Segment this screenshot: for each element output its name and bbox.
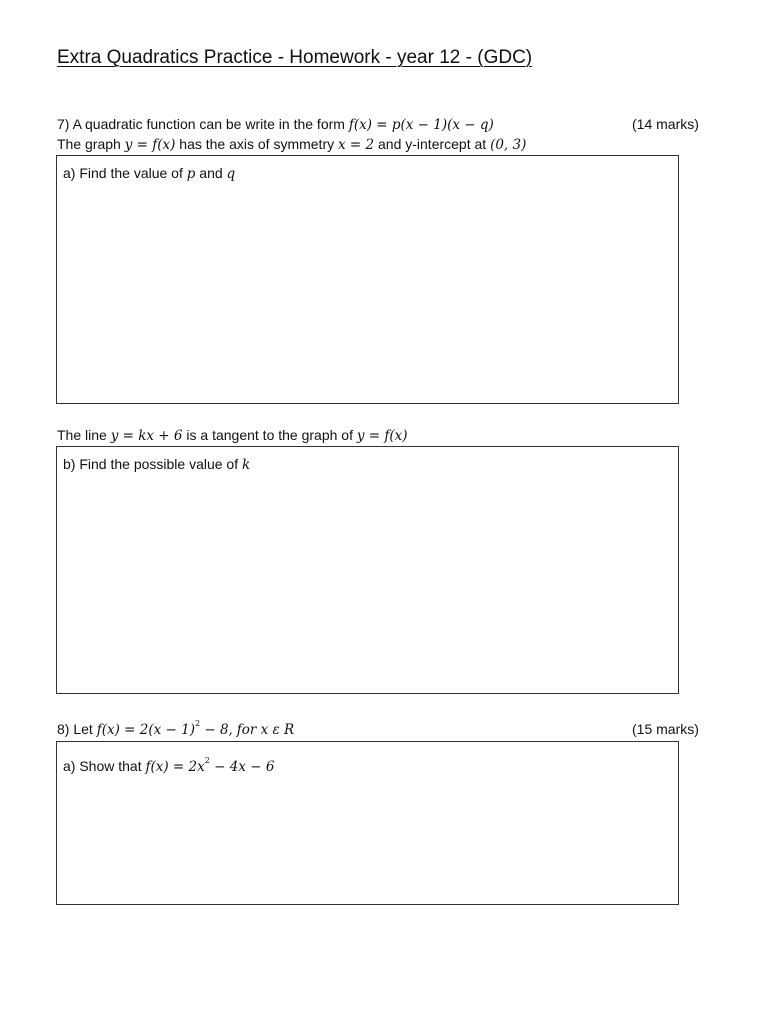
q7-tangent-line <box>57 426 408 445</box>
q7a-prompt <box>63 164 235 183</box>
q7-tangent-text-a: The line <box>57 427 107 443</box>
q7-line-2 <box>57 135 526 154</box>
q7-axis-text: has the axis of symmetry <box>179 136 335 152</box>
q8-intro-text: 8) Let <box>57 721 93 737</box>
q7-axis-math: x = 2 <box>338 137 375 153</box>
q7b-answer-box[interactable] <box>56 446 679 694</box>
q7-intercept-math: (0, 3) <box>490 137 527 153</box>
q7b-var-k: k <box>242 457 251 473</box>
q8a-answer-box[interactable] <box>56 741 679 905</box>
q7-function-form: f(x) = p(x − 1)(x − q) <box>348 117 494 133</box>
q8-marks: (15 marks) <box>632 721 699 737</box>
q7-graph-math: y = f(x) <box>124 137 176 153</box>
q7-tangent-text-b: is a tangent to the graph of <box>186 427 353 443</box>
q8-exponent: 2 <box>194 719 201 728</box>
q7a-and: and <box>199 165 223 181</box>
q7b-prompt-text: b) Find the possible value of <box>63 456 239 472</box>
q7a-prompt-text: a) Find the value of <box>63 165 183 181</box>
q7b-prompt <box>63 455 250 474</box>
q8-line <box>57 720 294 741</box>
q8a-math: $f(x) = 2x^2 - 4x - 6$ <box>145 756 275 775</box>
q7-line-1 <box>57 115 494 134</box>
q7-marks: (14 marks) <box>632 116 699 132</box>
q7a-answer-box[interactable] <box>56 155 679 404</box>
q8-function-math: $f(x) = 2(x - 1)^2 - 8$, <box>96 719 233 738</box>
page-title: Extra Quadratics Practice - Homework - year 12 - (GDC) <box>57 47 533 68</box>
q7a-var-q: q <box>226 166 236 182</box>
q7-tangent-math-a: y = kx + 6 <box>110 428 183 444</box>
q8a-prompt-text: a) Show that <box>63 758 142 774</box>
q7a-var-p: p <box>186 166 196 182</box>
q7-tangent-math-b: y = f(x) <box>356 428 408 444</box>
q8-domain-math: for x ε R <box>236 722 295 738</box>
q8a-prompt <box>63 757 274 778</box>
q7-graph-text: The graph <box>57 136 121 152</box>
q7-intro-text: 7) A quadratic function can be write in the form <box>57 116 345 132</box>
q8a-exponent: 2 <box>204 756 210 765</box>
q7-intercept-text: and y-intercept at <box>378 136 487 152</box>
